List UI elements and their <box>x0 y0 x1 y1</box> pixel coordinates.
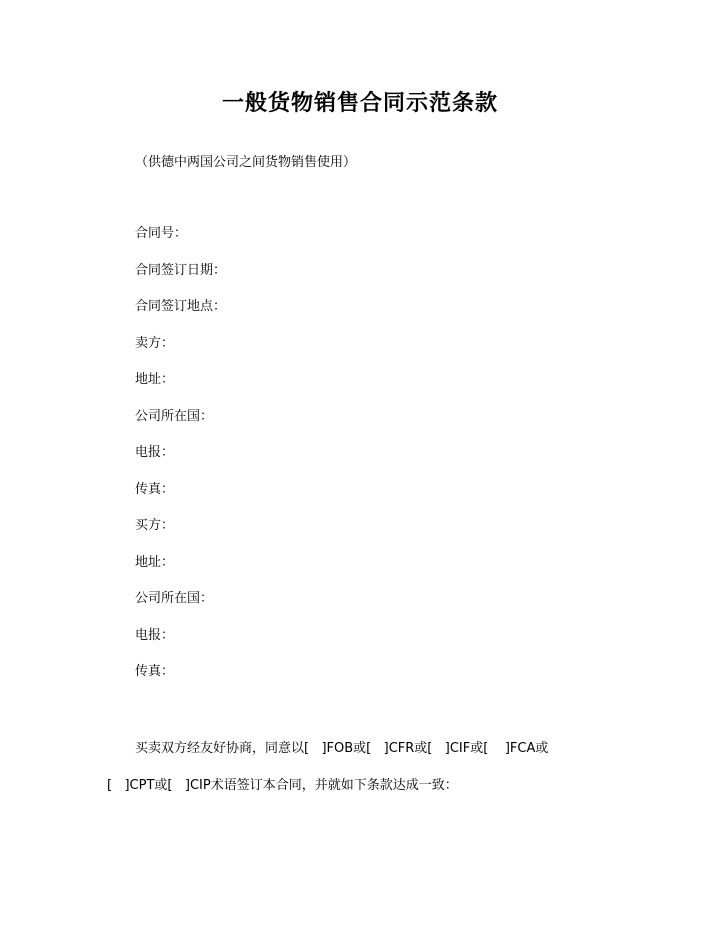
field-contract-number: 合同号： <box>135 226 188 241</box>
document-subtitle: （供德中两国公司之间货物销售使用） <box>135 155 357 170</box>
field-seller: 卖方： <box>135 335 175 351</box>
field-signing-place: 合同签订地点： <box>135 299 227 314</box>
field-buyer-fax: 传真： <box>135 664 175 679</box>
field-buyer-address: 地址： <box>135 554 175 570</box>
agreement-paragraph-line-2: [ ]CPT或[ ]CIP术语签订本合同，并就如下条款达成一致： <box>107 778 458 793</box>
field-signing-date: 合同签订日期： <box>135 262 227 278</box>
field-buyer-telegram: 电报： <box>135 627 175 643</box>
document-title: 一般货物销售合同示范条款 <box>221 91 498 116</box>
field-seller-telegram: 电报： <box>135 445 175 460</box>
field-buyer-country: 公司所在国： <box>135 591 214 606</box>
field-seller-country: 公司所在国： <box>135 408 214 424</box>
contract-fields <box>135 225 226 700</box>
field-buyer: 买方： <box>135 518 175 533</box>
agreement-paragraph-line-1: 买卖双方经友好协商，同意以[ ]FOB或[ ]CFR或[ ]CIF或[ ]FCA或 <box>135 741 549 756</box>
field-seller-fax: 传真： <box>135 481 175 497</box>
field-seller-address: 地址： <box>135 372 175 387</box>
